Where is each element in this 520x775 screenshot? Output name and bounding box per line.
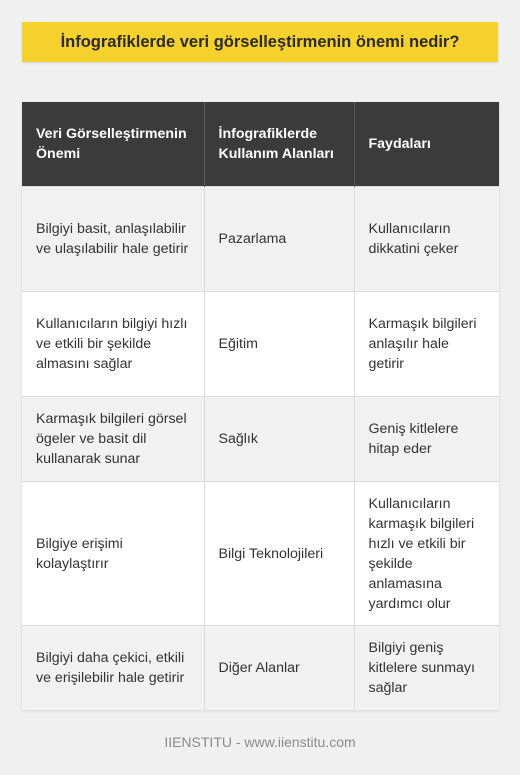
cell-benefit: Kullanıcıların dikkatini çeker [354, 187, 499, 292]
cell-benefit: Kullanıcıların karmaşık bilgileri hızlı ve etkili bir şekilde anlamasına yardımcı olur [354, 482, 499, 626]
cell-usage-area: Bilgi Teknolojileri [204, 482, 354, 626]
cell-benefit: Bilgiyi geniş kitlelere sunmayı sağlar [354, 626, 499, 711]
column-header-usage-areas: İnfografiklerde Kullanım Alanları [204, 102, 354, 187]
cell-benefit: Karmaşık bilgileri anlaşılır hale getirir [354, 292, 499, 397]
cell-importance: Karmaşık bilgileri görsel ögeler ve basit dil kullanarak sunar [22, 397, 204, 482]
table-row [22, 626, 499, 711]
table-row [22, 482, 499, 626]
table-row [22, 397, 499, 482]
footer-credit: IIENSTITU - www.iienstitu.com [164, 734, 356, 750]
info-table [22, 102, 499, 710]
cell-usage-area: Diğer Alanlar [204, 626, 354, 711]
table-row [22, 187, 499, 292]
cell-importance: Kullanıcıların bilgiyi hızlı ve etkili bir şekilde almasını sağlar [22, 292, 204, 397]
cell-importance: Bilgiyi basit, anlaşılabilir ve ulaşılabilir hale getirir [22, 187, 204, 292]
cell-importance: Bilgiyi daha çekici, etkili ve erişilebilir hale getirir [22, 626, 204, 711]
cell-usage-area: Eğitim [204, 292, 354, 397]
cell-usage-area: Sağlık [204, 397, 354, 482]
table-header-row [22, 102, 499, 187]
column-header-benefits: Faydaları [354, 102, 499, 187]
cell-benefit: Geniş kitlelere hitap eder [354, 397, 499, 482]
page-title: İnfografiklerde veri görselleştirmenin önemi nedir? [22, 22, 498, 62]
cell-importance: Bilgiye erişimi kolaylaştırır [22, 482, 204, 626]
table-row [22, 292, 499, 397]
cell-usage-area: Pazarlama [204, 187, 354, 292]
column-header-importance: Veri Görselleştirmenin Önemi [22, 102, 204, 187]
